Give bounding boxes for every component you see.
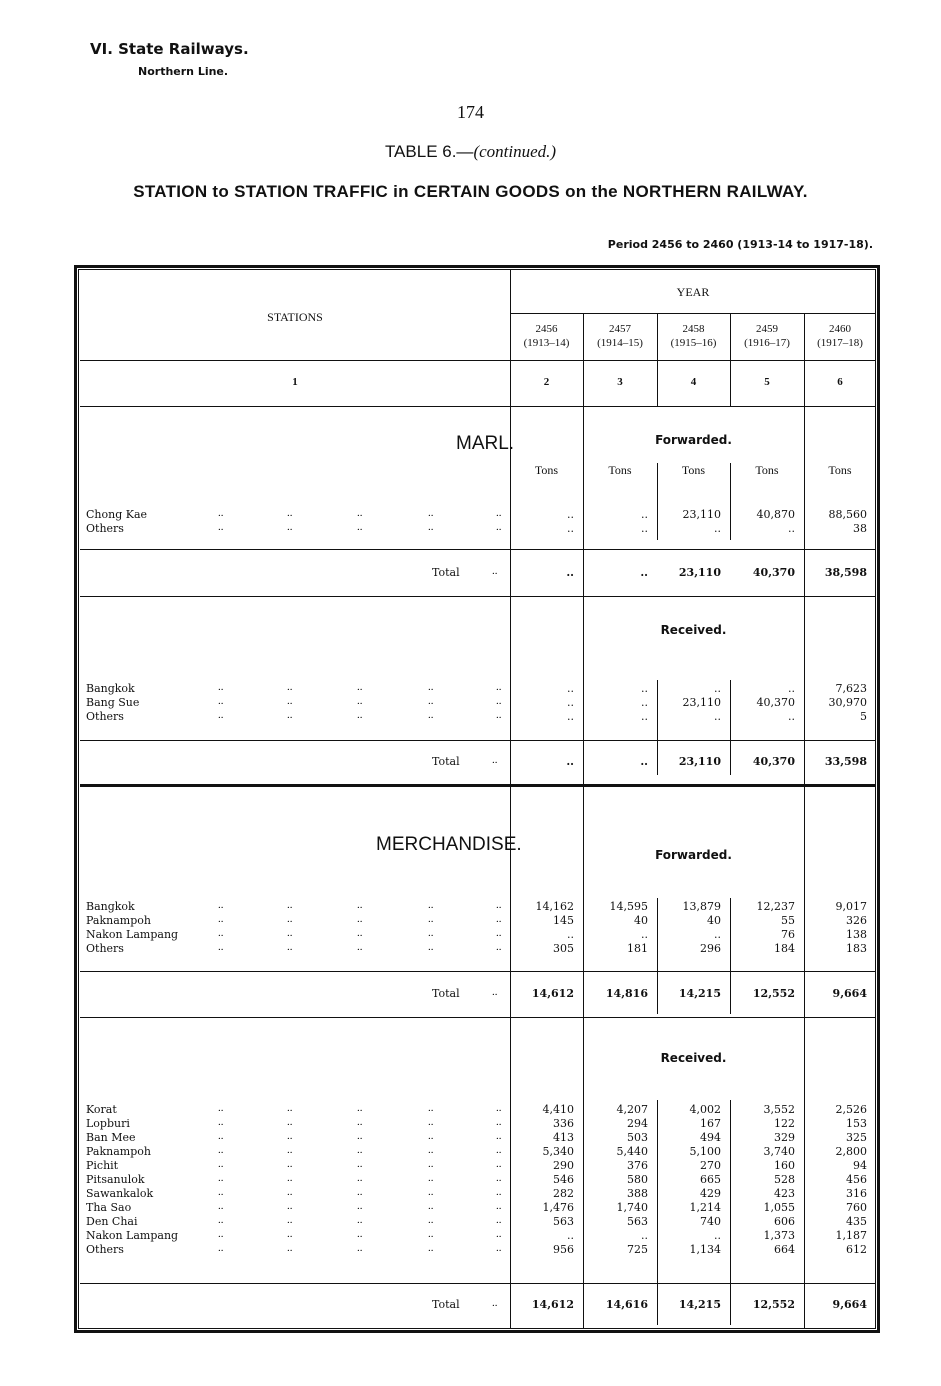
table-cell: .. [566,566,574,579]
year-column-header: 2457 [609,323,631,335]
column-divider [657,313,658,406]
station-name: Tha Sao [86,1201,132,1214]
leader-dots: .. [357,521,363,533]
leader-dots: .. [287,681,293,693]
leader-dots: .. [496,899,502,911]
table-cell: 1,187 [835,1229,867,1242]
leader-dots: .. [287,1200,293,1212]
unit-label: Tons [534,463,559,477]
table-cell: 14,215 [678,1298,721,1311]
station-name: Bangkok [86,682,135,695]
table-cell: 956 [553,1243,574,1256]
table-cell: 1,214 [689,1201,721,1214]
leader-dots: .. [357,1172,363,1184]
leader-dots: .. [496,507,502,519]
table-cell: 270 [700,1159,721,1172]
leader-dots: .. [428,941,434,953]
table-cell: .. [641,710,648,723]
table-cell: .. [567,710,574,723]
table-cell: 740 [700,1215,721,1228]
leader-dots: .. [357,1214,363,1226]
table-cell: .. [640,566,648,579]
table-cell: 376 [627,1159,648,1172]
table-cell: 7,623 [835,682,867,695]
table-cell: 316 [846,1187,867,1200]
leader-dots: .. [496,1228,502,1240]
table-cell: 9,664 [832,987,867,1000]
year-divider [510,313,876,314]
table-cell: 294 [627,1117,648,1130]
table-cell: .. [567,682,574,695]
leader-dots: .. [287,1242,293,1254]
leader-dots: .. [287,1186,293,1198]
leader-dots: .. [218,1200,224,1212]
leader-dots: .. [357,913,363,925]
station-name: Bang Sue [86,696,140,709]
year-column-header-ce: (1917–18) [817,337,863,349]
row-divider [80,1283,876,1284]
leader-dots: .. [428,1186,434,1198]
table-cell: 9,017 [835,900,867,913]
leader-dots: .. [218,1172,224,1184]
column-divider [804,313,805,406]
leader-dots: .. [496,941,502,953]
column-number: 6 [837,376,843,388]
table-cell: 503 [627,1131,648,1144]
station-name: Paknampoh [86,914,151,927]
table-cell: 30,970 [828,696,867,709]
leader-dots: .. [428,1102,434,1114]
table-cell: .. [641,696,648,709]
table-cell: 4,002 [689,1103,721,1116]
table-cell: 4,207 [616,1103,648,1116]
station-name: Pichit [86,1159,119,1172]
row-divider [80,596,876,597]
row-divider [80,971,876,972]
station-name: Others [86,710,124,723]
leader-dots: .. [287,1116,293,1128]
table-cell: 40,370 [752,755,795,768]
leader-dots: .. [287,521,293,533]
table-cell: .. [714,1229,721,1242]
table-cell: 14,616 [605,1298,648,1311]
leader-dots: .. [287,709,293,721]
year-column-header-ce: (1914–15) [597,337,643,349]
forwarded-label: Forwarded. [655,433,732,447]
leader-dots: .. [218,1228,224,1240]
leader-dots: .. [428,1144,434,1156]
station-name: Sawankalok [86,1187,154,1200]
table-cell: 665 [700,1173,721,1186]
total-label: Total [432,1298,460,1311]
table-cell: .. [567,928,574,941]
leader-dots: .. [357,1158,363,1170]
station-name: Paknampoh [86,1145,151,1158]
leader-dots: .. [218,1116,224,1128]
leader-dots: .. [287,1144,293,1156]
table-cell: 184 [774,942,795,955]
leader-dots: .. [218,681,224,693]
leader-dots: .. [218,913,224,925]
leader-dots: .. [357,1228,363,1240]
page-title: STATION to STATION TRAFFIC in CERTAIN GOODS on the NORTHERN RAILWAY. [133,182,808,201]
table-cell: .. [567,522,574,535]
table-cell: 38,598 [824,566,867,579]
leader-dots: .. [496,913,502,925]
table-cell: .. [641,928,648,941]
leader-dots: .. [496,927,502,939]
unit-label: Tons [608,463,632,477]
table-cell: 326 [846,914,867,927]
leader-dots: .. [428,1200,434,1212]
year-header: YEAR [676,285,710,299]
forwarded-label: Forwarded. [655,848,732,862]
table-cell: 183 [846,942,867,955]
table-cell: 40,370 [756,696,795,709]
year-column-header: 2458 [682,323,705,335]
leader-dots: .. [218,1102,224,1114]
leader-dots: .. [218,1144,224,1156]
leader-dots: .. [428,1228,434,1240]
table-cell: .. [714,682,721,695]
leader-dots: .. [357,899,363,911]
leader-dots: .. [287,1214,293,1226]
table-cell: .. [567,1229,574,1242]
table-cell: 9,664 [832,1298,867,1311]
leader-dots: .. [496,1214,502,1226]
column-number: 3 [617,376,623,388]
table-cell: 14,612 [531,987,574,1000]
table-cell: 138 [846,928,867,941]
column-divider [583,313,584,406]
table-cell: 76 [781,928,795,941]
leader-dots: .. [428,927,434,939]
year-column-header: 2459 [756,323,778,335]
station-name: Lopburi [86,1117,130,1130]
leader-dots: .. [218,709,224,721]
leader-dots: .. [428,899,434,911]
station-name: Ban Mee [86,1131,136,1144]
station-name: Others [86,522,124,535]
table-cell: .. [567,508,574,521]
leader-dots: .. [428,521,434,533]
station-name: Others [86,1243,124,1256]
table-cell: 4,410 [542,1103,574,1116]
leader-dots: .. [428,709,434,721]
table-cell: 38 [853,522,867,535]
section-title-marl: MARL. [456,433,515,454]
table-cell: .. [640,755,648,768]
table-cell: 14,595 [609,900,648,913]
station-name: Korat [86,1103,117,1116]
table-cell: .. [788,682,795,695]
leader-dots: .. [428,1130,434,1142]
table-cell: 2,526 [835,1103,867,1116]
table-cell: 296 [700,942,721,955]
table-cell: 290 [553,1159,574,1172]
leader-dots: .. [287,1172,293,1184]
table-cell: 23,110 [682,508,721,521]
table-cell: 1,055 [763,1201,795,1214]
table-cell: 23,110 [682,696,721,709]
leader-dots: .. [287,695,293,707]
table-cell: 5 [860,710,867,723]
leader-dots: .. [496,521,502,533]
year-column-header: 2460 [829,323,851,335]
leader-dots: .. [428,1172,434,1184]
leader-dots: .. [357,1116,363,1128]
table-cell: 23,110 [678,755,721,768]
unit-label: Tons [681,463,706,477]
row-divider [80,1017,876,1018]
table-cell: 664 [774,1243,795,1256]
table-cell: 329 [774,1131,795,1144]
station-name: Pitsanulok [86,1173,145,1186]
received-label: Received. [660,1051,727,1065]
table-cell: 12,552 [752,987,795,1000]
table-cell: 305 [553,942,574,955]
table-cell: 88,560 [828,508,867,521]
leader-dots: .. [496,1172,502,1184]
table-cell: 563 [627,1215,648,1228]
station-name: Bangkok [86,900,135,913]
table-cell: 1,740 [616,1201,648,1214]
leader-dots: .. [218,899,224,911]
table-cell: .. [567,696,574,709]
table-cell: .. [641,682,648,695]
leader-dots: .. [287,507,293,519]
table-cell: 1,476 [542,1201,574,1214]
leader-dots: .. [357,695,363,707]
leader-dots: .. [492,754,498,766]
table-label [0,142,941,162]
table-cell: 14,612 [531,1298,574,1311]
leader-dots: .. [218,927,224,939]
table-cell: 145 [553,914,574,927]
table-cell: 40,870 [756,508,795,521]
table-cell: 5,440 [616,1145,648,1158]
table-cell: 725 [627,1243,648,1256]
leader-dots: .. [496,1130,502,1142]
table-cell: 2,800 [835,1145,867,1158]
section-heading: VI. State Railways. [90,40,249,58]
leader-dots: .. [428,1158,434,1170]
leader-dots: .. [492,1297,498,1309]
column-number: 2 [543,376,550,388]
table-cell: 456 [846,1173,867,1186]
station-name: Nakon Lampang [86,1229,179,1242]
table-cell: .. [788,710,795,723]
table-cell: 429 [700,1187,721,1200]
table-cell: .. [714,928,721,941]
year-column-header: 2456 [535,323,558,335]
table-cell: 606 [774,1215,795,1228]
column-number: 1 [292,376,298,388]
table-cell: 423 [774,1187,795,1200]
leader-dots: .. [357,1186,363,1198]
leader-dots: .. [287,1158,293,1170]
table-cell: 325 [846,1131,867,1144]
year-column-header-ce: (1916–17) [744,337,790,349]
station-name: Chong Kae [86,508,148,521]
row-divider [80,740,876,741]
table-cell: 14,162 [535,900,574,913]
leader-dots: .. [496,1200,502,1212]
stations-header: STATIONS [267,310,323,324]
leader-dots: .. [428,913,434,925]
total-label: Total [432,566,460,579]
table-cell: 336 [553,1117,574,1130]
station-name: Nakon Lampang [86,928,179,941]
table-cell: .. [788,522,795,535]
table-cell: 94 [853,1159,867,1172]
leader-dots: .. [428,1214,434,1226]
year-column-header-ce: (1915–16) [670,337,717,349]
leader-dots: .. [218,1186,224,1198]
period-line: Period 2456 to 2460 (1913-14 to 1917-18). [607,238,873,251]
leader-dots: .. [218,695,224,707]
table-cell: 33,598 [824,755,867,768]
table-cell: 23,110 [678,566,721,579]
leader-dots: .. [496,681,502,693]
table-cell: .. [714,522,721,535]
header-divider [80,360,876,361]
leader-dots: .. [287,941,293,953]
table-cell: .. [641,508,648,521]
table-cell: 153 [846,1117,867,1130]
table-cell: 435 [846,1215,867,1228]
leader-dots: .. [287,1102,293,1114]
leader-dots: .. [496,1242,502,1254]
page-number: 174 [457,102,484,122]
leader-dots: .. [496,1186,502,1198]
total-label: Total [432,987,460,1000]
table-cell: 14,215 [678,987,721,1000]
leader-dots: .. [496,695,502,707]
unit-label: Tons [755,463,779,477]
leader-dots: .. [357,1200,363,1212]
table-cell: .. [714,710,721,723]
table-cell: 546 [553,1173,574,1186]
table-cell: 612 [846,1243,867,1256]
leader-dots: .. [428,1242,434,1254]
leader-dots: .. [428,1116,434,1128]
table-cell: 413 [553,1131,574,1144]
leader-dots: .. [492,565,498,577]
table-cell: 14,816 [605,987,648,1000]
table-cell: .. [566,755,574,768]
year-column-header-ce: (1913–14) [523,337,570,349]
table-cell: 494 [700,1131,721,1144]
leader-dots: .. [357,1242,363,1254]
column-number: 5 [764,376,770,388]
leader-dots: .. [428,681,434,693]
table-cell: 563 [553,1215,574,1228]
column-divider [730,313,731,406]
table-cell: 122 [774,1117,795,1130]
station-name: Others [86,942,124,955]
table-label-continued: (continued.) [473,142,557,161]
leader-dots: .. [496,1158,502,1170]
leader-dots: .. [492,986,498,998]
table-cell: 40 [634,914,648,927]
table-cell: 40 [707,914,721,927]
leader-dots: .. [287,1228,293,1240]
table-cell: 12,552 [752,1298,795,1311]
leader-dots: .. [496,1116,502,1128]
leader-dots: .. [287,913,293,925]
table-cell: 760 [846,1201,867,1214]
leader-dots: .. [287,927,293,939]
leader-dots: .. [357,507,363,519]
leader-dots: .. [357,927,363,939]
leader-dots: .. [218,1158,224,1170]
table-cell: 528 [774,1173,795,1186]
table-cell: 5,100 [689,1145,721,1158]
table-cell: 3,552 [763,1103,795,1116]
section-divider [80,784,876,787]
leader-dots: .. [357,681,363,693]
table-cell: 5,340 [542,1145,574,1158]
total-label: Total [432,755,460,768]
section-title-merchandise: MERCHANDISE. [376,834,522,855]
table-cell: 12,237 [756,900,795,913]
table-cell: 13,879 [682,900,721,913]
table-cell: 167 [700,1117,721,1130]
table-cell: 1,373 [763,1229,795,1242]
received-label: Received. [660,623,727,637]
table-cell: 388 [627,1187,648,1200]
leader-dots: .. [496,709,502,721]
table-cell: 160 [774,1159,795,1172]
station-name: Den Chai [86,1215,138,1228]
leader-dots: .. [357,709,363,721]
leader-dots: .. [287,899,293,911]
leader-dots: .. [357,1130,363,1142]
row-divider [80,549,876,550]
leader-dots: .. [357,941,363,953]
leader-dots: .. [357,1102,363,1114]
leader-dots: .. [218,521,224,533]
table-cell: 40,370 [752,566,795,579]
table-cell: .. [641,522,648,535]
table-cell: 282 [553,1187,574,1200]
leader-dots: .. [218,941,224,953]
leader-dots: .. [357,1144,363,1156]
leader-dots: .. [496,1102,502,1114]
leader-dots: .. [287,1130,293,1142]
leader-dots: .. [218,507,224,519]
table-cell: 3,740 [763,1145,795,1158]
leader-dots: .. [218,1130,224,1142]
table-label-main: TABLE 6.— [384,142,474,161]
leader-dots: .. [218,1242,224,1254]
subsection-heading: Northern Line. [138,65,229,78]
table-cell: 181 [627,942,648,955]
leader-dots: .. [428,695,434,707]
leader-dots: .. [428,507,434,519]
table-cell: 1,134 [689,1243,721,1256]
leader-dots: .. [496,1144,502,1156]
table-cell: 55 [781,914,795,927]
column-number: 4 [690,376,697,388]
table-cell: .. [641,1229,648,1242]
header-bottom-divider [80,406,876,407]
unit-label: Tons [828,463,852,477]
leader-dots: .. [218,1214,224,1226]
table-cell: 580 [627,1173,648,1186]
